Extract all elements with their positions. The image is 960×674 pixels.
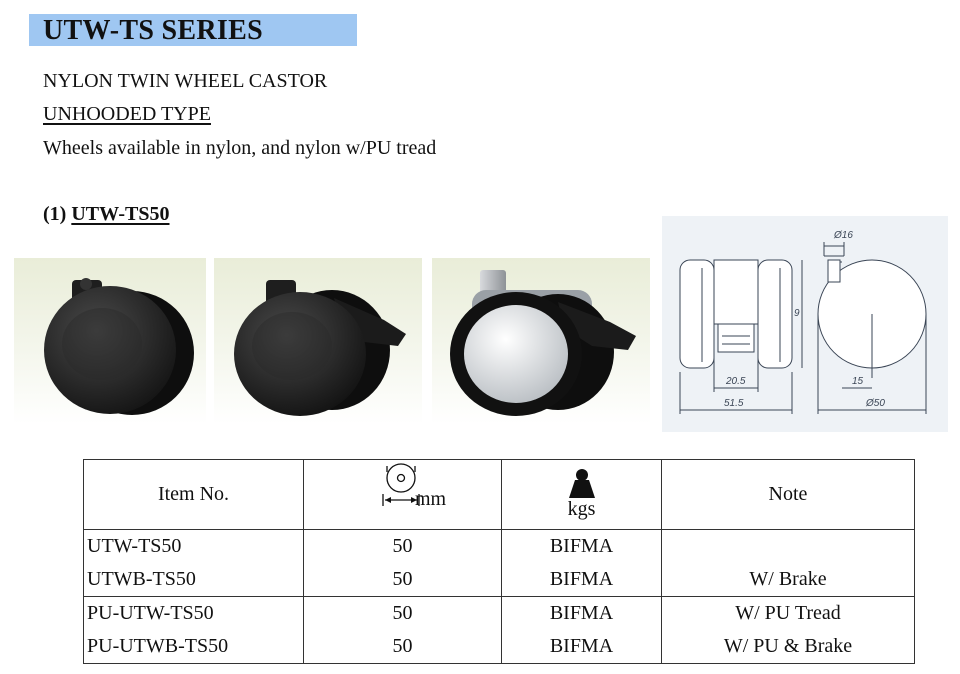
table-row [84,563,915,597]
header-note: Note [662,460,915,530]
cell-load: BIFMA [502,563,662,597]
castor-without-brake-photo [14,258,206,424]
dim-wheel-diameter: Ø50 [866,398,885,409]
cell-note: W/ PU & Brake [662,630,915,664]
dim-height: 9 [794,308,800,319]
cell-diameter: 50 [304,630,502,664]
product-subtitle: NYLON TWIN WHEEL CASTOR [43,70,328,92]
model-number: (1) [43,203,67,225]
cell-load: BIFMA [502,597,662,631]
series-title: UTW-TS SERIES [43,15,263,46]
table-header-row [84,460,915,530]
spec-table [83,459,915,664]
header-item-no: Item No. [84,460,304,530]
dim-offset: 15 [852,376,864,387]
diameter-unit: mm [414,488,447,510]
table-row [84,630,915,664]
product-description: Wheels available in nylon, and nylon w/PU tread [43,137,437,159]
cell-item: UTWB-TS50 [84,563,304,597]
cell-diameter: 50 [304,530,502,564]
table-row [84,530,915,564]
dim-inner-width: 20.5 [726,376,746,387]
header-diameter [304,460,502,530]
castor-with-brake-photo [214,258,422,424]
cell-note [662,530,915,564]
cell-item: PU-UTWB-TS50 [84,630,304,664]
product-type: UNHOODED TYPE [43,103,211,125]
load-unit: kgs [567,498,596,520]
cell-item: UTW-TS50 [84,530,304,564]
cell-item: PU-UTW-TS50 [84,597,304,631]
dim-total-width: 51.5 [724,398,744,409]
cell-diameter: 50 [304,563,502,597]
dim-stem-diameter: Ø16 [834,230,853,241]
cell-load: BIFMA [502,630,662,664]
model-name: UTW-TS50 [71,203,170,225]
cell-load: BIFMA [502,530,662,564]
weight-icon [567,468,597,498]
header-load [502,460,662,530]
table-row [84,597,915,631]
model-heading [43,202,170,226]
technical-drawing [662,216,948,432]
cell-note: W/ Brake [662,563,915,597]
cell-diameter: 50 [304,597,502,631]
castor-pu-tread-with-brake-photo [432,258,650,424]
cell-note: W/ PU Tread [662,597,915,631]
